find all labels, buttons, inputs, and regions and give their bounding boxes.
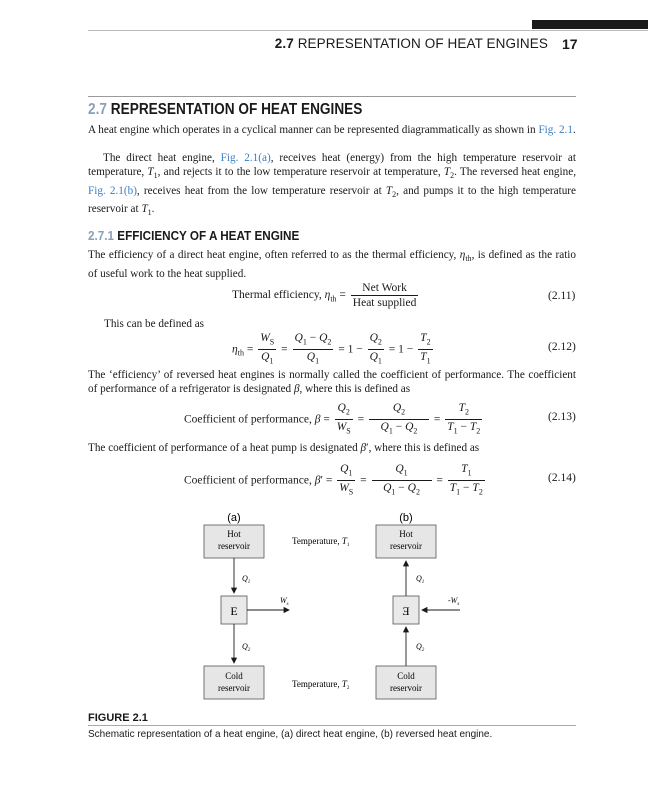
text: , where this is defined as: [299, 383, 411, 396]
text: , receives heat from the low temperature reservoir at: [136, 184, 386, 197]
fig-link-a[interactable]: Fig. 2.1(a): [220, 152, 271, 164]
text: , and rejects it to the low temperature reservoir at temperature,: [157, 166, 444, 179]
text: The direct heat engine,: [103, 152, 221, 164]
subsection-paragraph-1: The efficiency of a direct heat engine, often referred to as the thermal efficiency, $\eta_{th}$, is defined as the ratio of useful work to the heat supplied.: [88, 249, 577, 280]
engine-a-label: E: [230, 604, 238, 618]
work-label-a: $W_s$: [280, 596, 289, 607]
eqno-2-12: (2.12): [548, 341, 576, 353]
text: , receives heat (energy) from the high temperature reservoir at temperature,: [88, 152, 576, 179]
equation-2-14: Coefficient of performance, β′ = $\frac{Q_1}{W_S}$ = $\frac{Q_1}{Q_1 - Q_2}$ = $\frac{T_1}{T_1 - T_2}$: [184, 463, 483, 497]
eq-den: Heat supplied: [352, 297, 417, 309]
fig-link-b[interactable]: Fig. 2.1(b): [88, 184, 137, 197]
q2-label-b: $Q_2$: [416, 642, 425, 653]
text: The coefficient of performance of a heat pump is designated: [88, 442, 361, 454]
eq-lhs: Coefficient of performance,: [184, 413, 315, 426]
subsection-number: 2.7.1: [88, 228, 115, 243]
running-head-number: 2.7: [274, 36, 294, 51]
figure-caption: Schematic representation of a heat engine, (a) direct heat engine, (b) reversed heat engine.: [88, 728, 493, 740]
subsection-paragraph-3: The ‘efficiency’ of reversed heat engines is normally called the coefficient of performance. The coefficient of performance of a refrigerator is designated β, where this is defined as: [88, 369, 576, 396]
subsection-paragraph-2: This can be defined as: [104, 318, 205, 330]
q1-label-b: $Q_1$: [416, 574, 425, 585]
page-number: 17: [562, 36, 578, 52]
section-heading: [88, 101, 362, 119]
eq-num: Net Work: [351, 281, 419, 296]
subsection-paragraph-4: The coefficient of performance of a heat pump is designated β′, where this is defined as: [88, 442, 480, 454]
section-rule: [88, 96, 576, 97]
figure-heading: FIGURE 2.1: [88, 712, 148, 724]
hot-reservoir-a-label-2: reservoir: [218, 541, 250, 551]
running-head-title: REPRESENTATION OF HEAT ENGINES: [297, 36, 548, 51]
text: The ‘efficiency’ of reversed heat engines is normally called the coefficient of performance. The coefficient of performance of a refrigerator is designated: [88, 369, 576, 396]
section-number: 2.7: [88, 101, 107, 118]
engine-b-label: E: [402, 604, 410, 618]
eq-lhs: Coefficient of performance,: [184, 474, 315, 487]
eqno-2-14: (2.14): [548, 472, 576, 484]
equation-2-11: Thermal efficiency, $\eta_{th}$ = $\frac{\text{Net Work}}{\text{Heat supplied}}$: [232, 282, 417, 309]
section-title: REPRESENTATION OF HEAT ENGINES: [110, 101, 363, 118]
work-label-b: $-W_s$: [448, 596, 460, 607]
eq-lhs: Thermal efficiency,: [232, 289, 325, 302]
text: The efficiency of a direct heat engine, often referred to as the thermal efficiency,: [88, 249, 460, 261]
text: , and pumps it to the high temperature reservoir at: [88, 184, 576, 216]
cold-reservoir-a-label-1: Cold: [225, 671, 243, 681]
eqno-2-13: (2.13): [548, 411, 576, 423]
heat-engine-diagram: [190, 506, 480, 706]
subsection-title: EFFICIENCY OF A HEAT ENGINE: [117, 228, 300, 243]
cold-reservoir-b-label-1: Cold: [397, 671, 415, 681]
fig-link[interactable]: Fig. 2.1: [538, 124, 573, 136]
hot-reservoir-a-label-1: Hot: [227, 529, 241, 539]
label-a: (a): [227, 512, 241, 524]
text: , where this is defined as: [368, 442, 480, 454]
hot-reservoir-b-label-2: reservoir: [390, 541, 422, 551]
header-rule: [88, 30, 648, 31]
section-paragraph-1: [88, 123, 576, 137]
cold-reservoir-a-label-2: reservoir: [218, 683, 250, 693]
cold-reservoir-b-label-2: reservoir: [390, 683, 422, 693]
header-bar: [532, 20, 648, 29]
equation-2-12: $\eta_{th}$ = $\frac{W_S}{Q_1}$ = $\frac{Q_1 - Q_2}{Q_1}$ = 1 − $\frac{Q_2}{Q_1}$ = 1 − $\frac{T_2}{T_1}$: [232, 332, 431, 366]
running-head: [275, 36, 548, 51]
caption-rule: [88, 725, 576, 726]
eqno-2-11: (2.11): [548, 290, 576, 302]
temp-hot-label: Temperature, $T_1$: [292, 536, 350, 548]
label-b: (b): [399, 512, 413, 524]
subsection-heading: [88, 228, 299, 243]
q1-label-a: $Q_1$: [242, 574, 251, 585]
hot-reservoir-b-label-1: Hot: [399, 529, 413, 539]
temp-cold-label: Temperature, $T_2$: [292, 679, 350, 691]
section-paragraph-2: The direct heat engine, Fig. 2.1(a), receives heat (energy) from the high temperature reservoir at temperature, $T_1$, and rejects it to the low temperature reservoir at temperature, $T_2$. The reversed heat engine, Fig. 2.1(b), receives heat from the low temperature reservoir at $T_2$, and pumps it to the high temperature reservoir at $T_1$.: [88, 152, 576, 218]
q2-label-a: $Q_2$: [242, 642, 251, 653]
eq-fraction: [351, 281, 419, 310]
text: A heat engine which operates in a cyclical manner can be represented diagrammatically as shown in: [88, 124, 539, 136]
equation-2-13: Coefficient of performance, β = $\frac{Q_2}{W_S}$ = $\frac{Q_2}{Q_1 - Q_2}$ = $\frac{T_2}{T_1 - T_2}$: [184, 402, 481, 436]
text: .: [572, 124, 576, 136]
text: , is defined as the ratio of useful work to the heat supplied.: [88, 249, 577, 280]
text: . The reversed heat engine,: [454, 166, 576, 179]
